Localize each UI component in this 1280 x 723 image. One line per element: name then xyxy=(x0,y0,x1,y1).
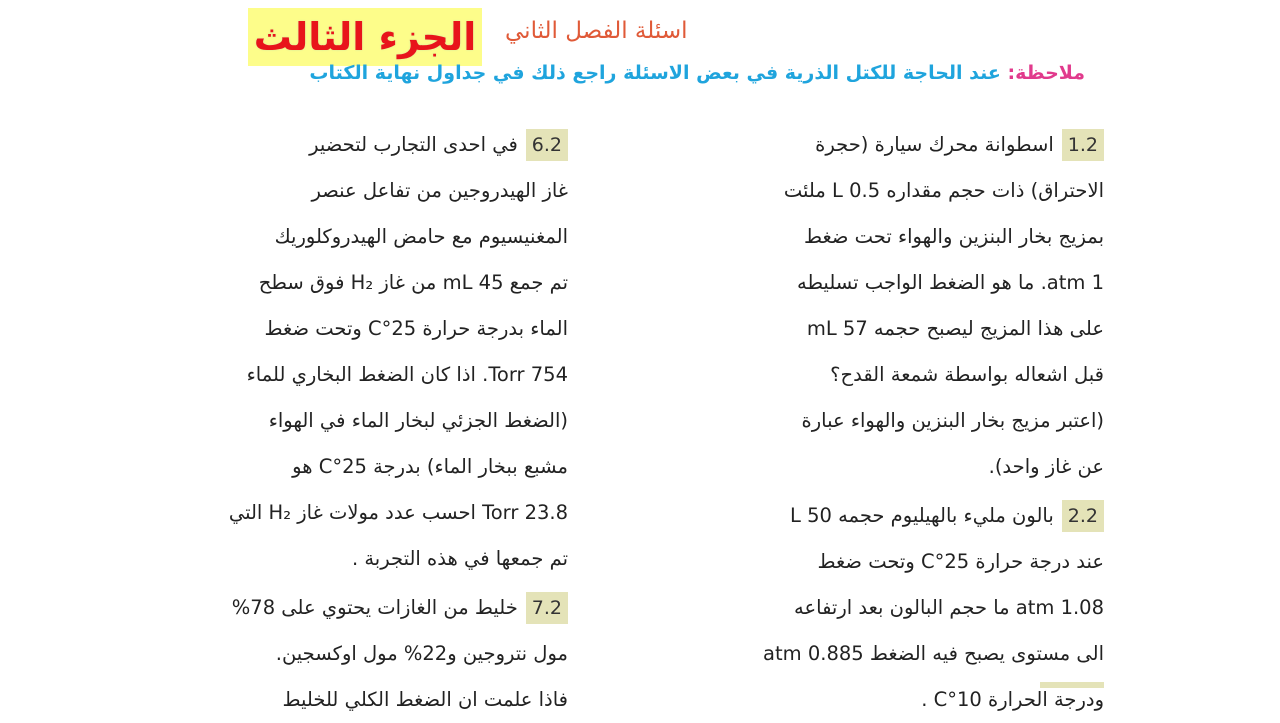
question-line: (الضغط الجزئي لبخار الماء في الهواء xyxy=(268,409,568,432)
question-line: بمزيج بخار البنزين والهواء تحت ضغط xyxy=(803,225,1104,248)
question-line: (اعتبر مزيج بخار البنزين والهواء عبارة xyxy=(801,409,1104,432)
question-line: ودرجة الحرارة 10°C . xyxy=(921,688,1104,711)
questions-left-column xyxy=(140,122,568,711)
chapter-title: اسئلة الفصل الثاني xyxy=(505,18,688,44)
question-line: مول نتروجين و22% مول اوكسجين. xyxy=(275,642,568,665)
next-question-marker xyxy=(1040,682,1104,688)
question-number: 7.2 xyxy=(526,592,568,624)
question-line: 754 Torr. اذا كان الضغط البخاري للماء xyxy=(246,363,568,386)
part-title: الجزء الثالث xyxy=(248,8,482,66)
question-line: الماء بدرجة حرارة 25°C وتحت ضغط xyxy=(264,317,568,340)
question-line: 1 atm. ما هو الضغط الواجب تسليطه xyxy=(796,271,1104,294)
question-line: تم جمع 45 mL من غاز H₂ فوق سطح xyxy=(258,271,568,294)
question-line: 6.2في احدى التجارب لتحضير xyxy=(140,122,568,168)
question-line: غاز الهيدروجين من تفاعل عنصر xyxy=(311,179,568,202)
question-line: 2.2بالون مليء بالهيليوم حجمه 50 L xyxy=(672,493,1104,539)
question-2-2 xyxy=(672,493,1104,723)
question-line: فاذا علمت ان الضغط الكلي للخليط xyxy=(282,688,568,711)
question-line: عند درجة حرارة 25°C وتحت ضغط xyxy=(817,550,1104,573)
note xyxy=(309,62,1085,84)
question-7-2 xyxy=(140,585,568,723)
question-line: عن غاز واحد). xyxy=(988,455,1104,478)
question-number: 2.2 xyxy=(1062,500,1104,532)
questions-right-column xyxy=(672,122,1104,711)
question-number: 6.2 xyxy=(526,129,568,161)
question-line: مشبع ببخار الماء) بدرجة 25°C هو xyxy=(292,455,568,478)
question-line: على هذا المزيج ليصبح حجمه 57 mL xyxy=(806,317,1104,340)
question-line: تم جمعها في هذه التجربة . xyxy=(351,547,568,570)
note-text: عند الحاجة للكتل الذرية في بعض الاسئلة راجع ذلك في جداول نهاية الكتاب xyxy=(309,62,1008,84)
question-line: المغنيسيوم مع حامض الهيدروكلوريك xyxy=(274,225,568,248)
question-number: 1.2 xyxy=(1062,129,1104,161)
question-6-2 xyxy=(140,122,568,582)
note-label: ملاحظة: xyxy=(1007,62,1085,84)
question-line: 1.08 atm ما حجم البالون بعد ارتفاعه xyxy=(794,596,1104,619)
page-header xyxy=(0,0,1280,120)
question-1-2 xyxy=(672,122,1104,490)
question-line: 1.2اسطوانة محرك سيارة (حجرة xyxy=(672,122,1104,168)
question-line: الى مستوى يصبح فيه الضغط 0.885 atm xyxy=(763,642,1104,665)
question-line: 7.2خليط من الغازات يحتوي على 78% xyxy=(140,585,568,631)
question-line: الاحتراق) ذات حجم مقداره 0.5 L ملئت xyxy=(783,179,1104,202)
question-line: قبل اشعاله بواسطة شمعة القدح؟ xyxy=(830,363,1104,386)
question-line: 23.8 Torr احسب عدد مولات غاز H₂ التي xyxy=(228,501,568,524)
